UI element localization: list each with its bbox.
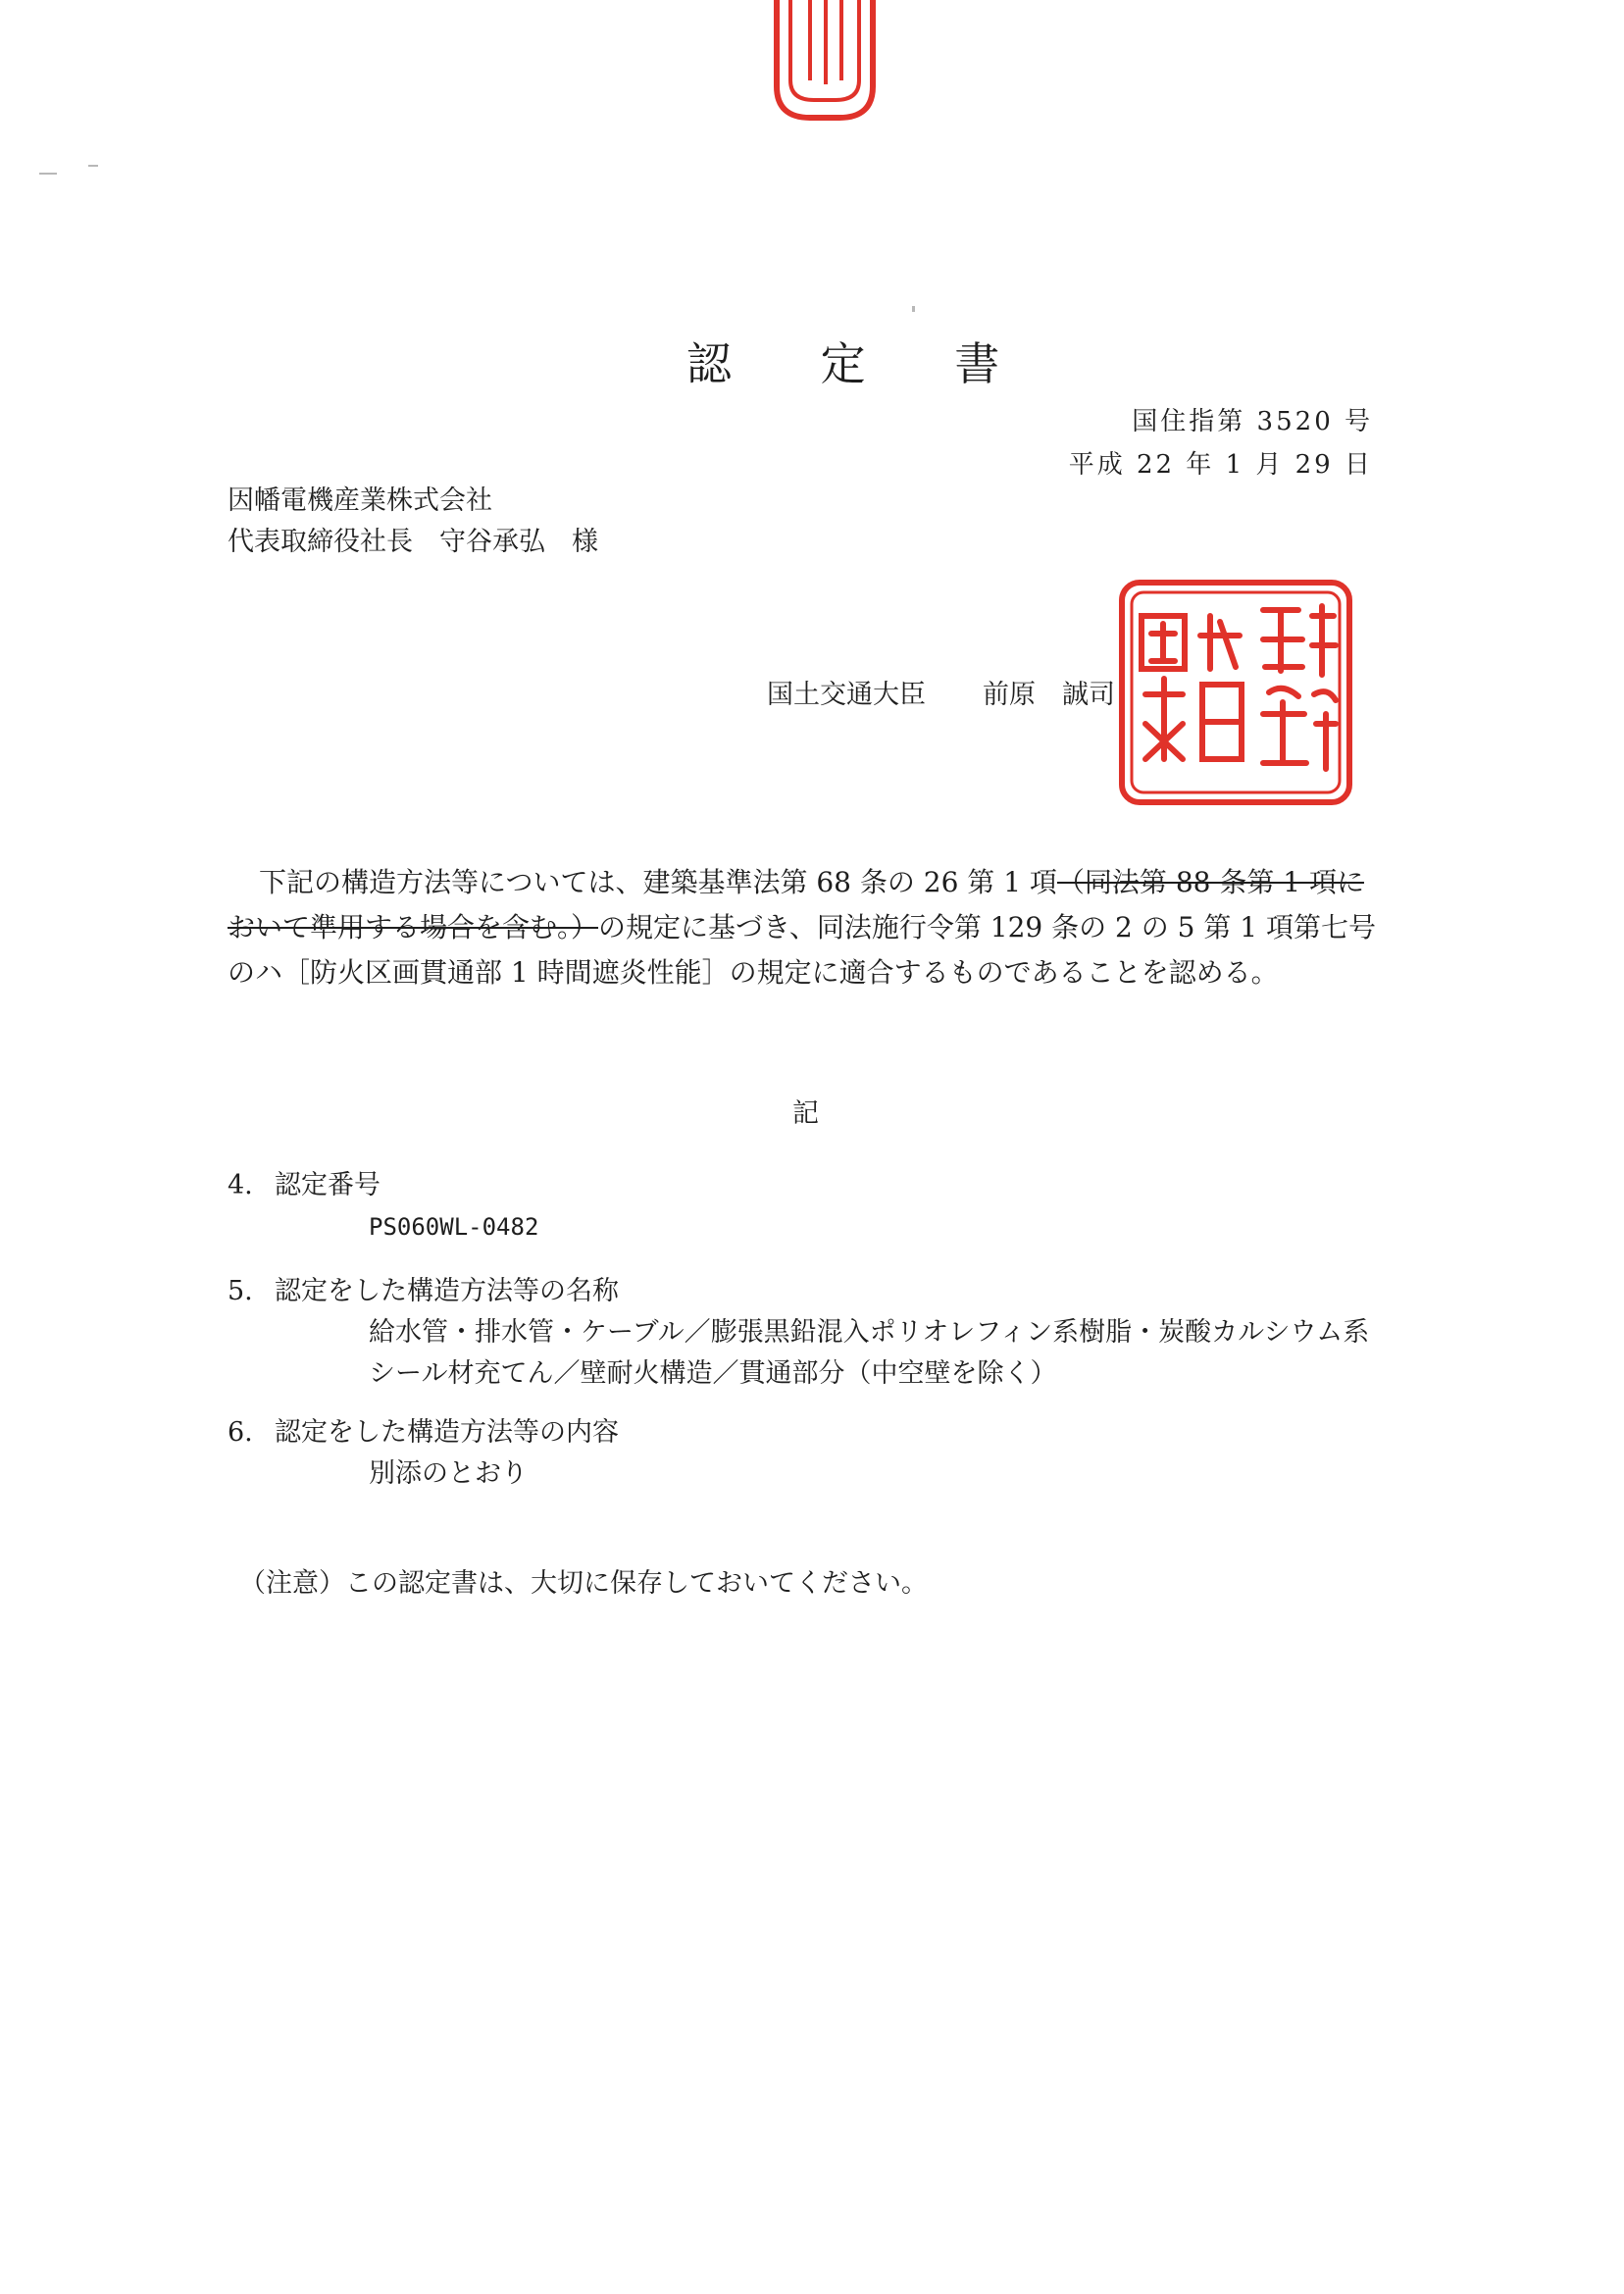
statement-part-2: の規定に基づき、同法施行令第 129 条の 2 の 5 第 1 項第七号のハ［防火区画貫通部 1 時間遮炎性能］の規定に適合するものであることを認める。 [228, 911, 1376, 989]
item-5 [228, 1271, 1385, 1395]
ki-heading: 記 [792, 1098, 819, 1129]
addressee-company: 因幡電機産業株式会社 [228, 485, 492, 516]
item-number: 4. [228, 1170, 253, 1200]
item-6 [228, 1412, 1385, 1495]
item-number: 5. [228, 1276, 253, 1306]
document-date: 平成 22 年 1 月 29 日 [1068, 450, 1373, 480]
issuer-name: 前原 誠司 [983, 680, 1115, 710]
top-seal-stamp [771, 0, 879, 127]
statement-part-1: 下記の構造方法等については、建築基準法第 68 条の 26 第 1 項 [259, 866, 1057, 898]
certification-statement [228, 860, 1385, 995]
document-title: 認 定 書 [686, 337, 1038, 390]
item-detail: 別添のとおり [369, 1458, 528, 1489]
addressee-representative: 代表取締役社長 守谷承弘 様 [228, 527, 598, 557]
item-4 [228, 1165, 1385, 1248]
document-number-block [1069, 400, 1373, 486]
statement-struck-clause: （同法第 88 条第 1 項において準用する場合を含む。） [228, 866, 1364, 943]
minister-official-seal [1116, 577, 1355, 808]
addressee-block [228, 481, 598, 563]
item-detail: PS060WL-0482 [369, 1213, 539, 1241]
item-label: 認定をした構造方法等の内容 [275, 1417, 619, 1448]
item-label: 認定番号 [275, 1170, 381, 1200]
issuer-title: 国土交通大臣 [767, 680, 926, 710]
note-text: （注意）この認定書は、大切に保存しておいてください。 [239, 1568, 928, 1599]
document-number: 国住指第 3520 号 [1132, 407, 1373, 436]
item-label: 認定をした構造方法等の名称 [275, 1276, 619, 1306]
item-detail: 給水管・排水管・ケーブル／膨張黒鉛混入ポリオレフィン系樹脂・炭酸カルシウム系シール材充てん／壁耐火構造／貫通部分（中空壁を除く） [369, 1317, 1370, 1389]
item-number: 6. [228, 1417, 253, 1448]
issuer-block [767, 673, 1115, 711]
